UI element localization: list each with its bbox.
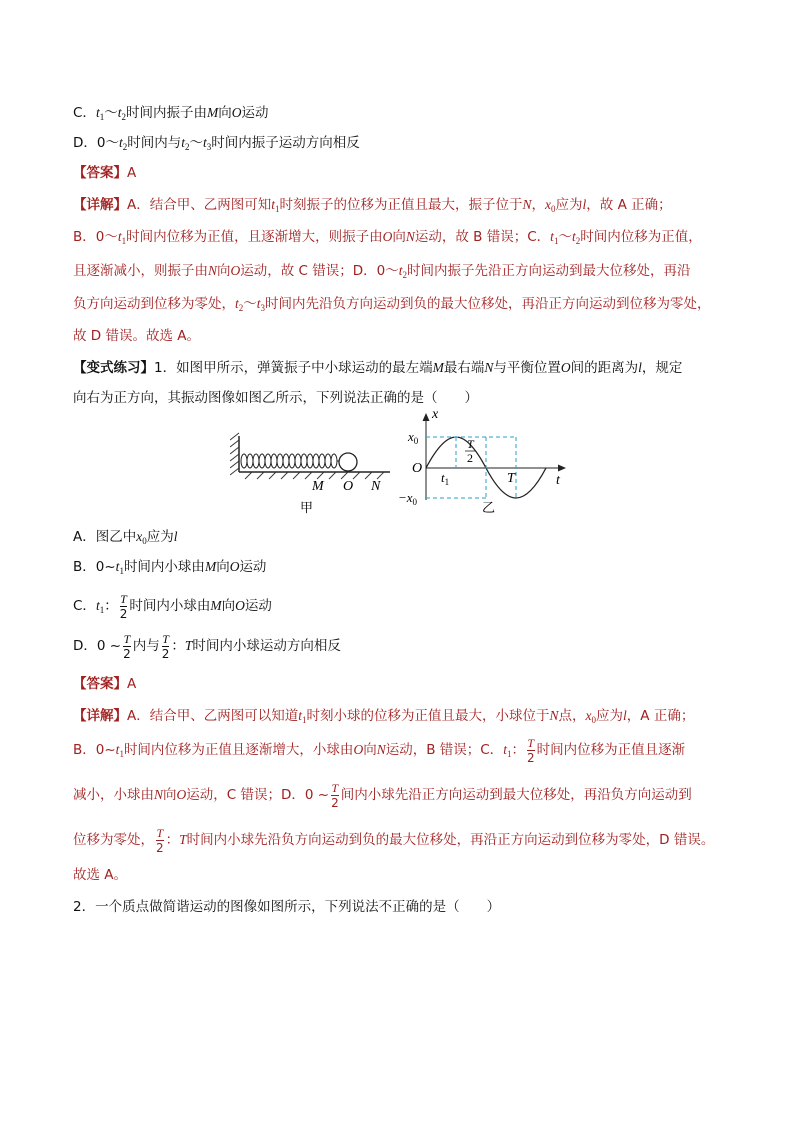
x0-label: $x_0$ bbox=[408, 429, 419, 446]
label-o: O bbox=[343, 479, 354, 494]
explanation-2-line-4: 位移为零处， $\frac{T}{2}$ ：T时间内小球先沿负方向运动到负的最大位移处，再沿正方向运动到位移为零处，D 错误。 bbox=[73, 825, 715, 855]
explanation-1-line-3: 且逐渐减小，则振子由N向O运动，故 C 错误；D．$0\sim t_2$时间内振子先沿正方向运动到最大位移处，再沿 bbox=[73, 263, 691, 280]
explanation-1-line-1: 【详解】A．结合甲、乙两图可知$t_1$时刻振子的位移为正值且最大，振子位于N，$x_0$应为l，故 A 正确； bbox=[73, 197, 672, 214]
prev-option-d: D．$0\sim t_2$时间内与$t_2\sim t_3$时间内振子运动方向相反 bbox=[73, 135, 360, 152]
explanation-1-line-4: 负方向运动到位移为零处，$t_2\sim t_3$时间内先沿负方向运动到负的最大位移处，再沿正方向运动到位移为零处， bbox=[73, 296, 711, 313]
spring-oscillator-diagram bbox=[230, 433, 390, 515]
vibration-graph bbox=[398, 410, 566, 515]
prev-option-c: C．$t_1\sim t_2$时间内振子由M向O运动 bbox=[73, 105, 269, 122]
half-t-denominator: 2 bbox=[467, 451, 473, 465]
option-c: C．$t_1$： $\frac{T}{2}$ 时间内小球由M向O运动 bbox=[73, 591, 272, 621]
variant-question-line-2: 向右为正方向，其振动图像如图乙所示，下列说法正确的是（ ） bbox=[73, 390, 478, 406]
t1-label: $t_1$ bbox=[441, 470, 450, 487]
variant-question-line-1: 【变式练习】1．如图甲所示，弹簧振子中小球运动的最左端M最右端N与平衡位置O间的距离为l，规定 bbox=[73, 360, 683, 376]
explanation-1-line-5: 故 D 错误。故选 A。 bbox=[73, 328, 201, 344]
caption-jia: 甲 bbox=[300, 500, 314, 515]
answer-1: 【答案】A bbox=[73, 165, 137, 181]
spring-coil bbox=[241, 454, 340, 468]
neg-x0-label: $-x_0$ bbox=[398, 490, 418, 507]
option-a: A．图乙中$x_0$应为l bbox=[73, 529, 178, 546]
label-m: M bbox=[312, 479, 324, 494]
axis-label-x: x bbox=[432, 410, 439, 422]
ball bbox=[339, 453, 357, 471]
explanation-2-line-2: B．$0\sim t_1$时间内位移为正值且逐渐增大，小球由O向N运动，B 错误；C．$t_1$： $\frac{T}{2}$ 时间内位移为正值且逐渐 bbox=[73, 735, 686, 765]
label-n: N bbox=[371, 479, 381, 494]
question-2: 2．一个质点做简谐运动的图像如图所示，下列说法不正确的是（ ） bbox=[73, 899, 501, 915]
period-label: T bbox=[507, 471, 515, 486]
axis-label-t: t bbox=[556, 473, 560, 488]
explanation-2-line-3: 减小，小球由N向O运动，C 错误；D．0 ~ $\frac{T}{2}$ 间内小球先沿正方向运动到最大位移处，再沿负方向运动到 bbox=[73, 780, 692, 810]
explanation-1-line-2: B．$0\sim t_1$时间内位移为正值，且逐渐增大，则振子由O向N运动，故 B 错误；C．$t_1\sim t_2$时间内位移为正值， bbox=[73, 229, 702, 246]
option-b: B．$0\sim t_1$时间内小球由M向O运动 bbox=[73, 559, 267, 576]
answer-2: 【答案】A bbox=[73, 676, 137, 692]
caption-yi: 乙 bbox=[482, 500, 496, 515]
half-t-numerator: T bbox=[467, 437, 474, 451]
oscillator-figure bbox=[230, 410, 575, 520]
option-d: D．0 ~ $\frac{T}{2}$ 内与 $\frac{T}{2}$ ：T时间内小球运动方向相反 bbox=[73, 631, 341, 661]
explanation-2-line-5: 故选 A。 bbox=[73, 867, 128, 883]
explanation-2-line-1: 【详解】A．结合甲、乙两图可以知道$t_1$时刻小球的位移为正值且最大，小球位于N点，$x_0$应为l，A 正确； bbox=[73, 708, 695, 725]
origin-label: O bbox=[412, 461, 423, 476]
